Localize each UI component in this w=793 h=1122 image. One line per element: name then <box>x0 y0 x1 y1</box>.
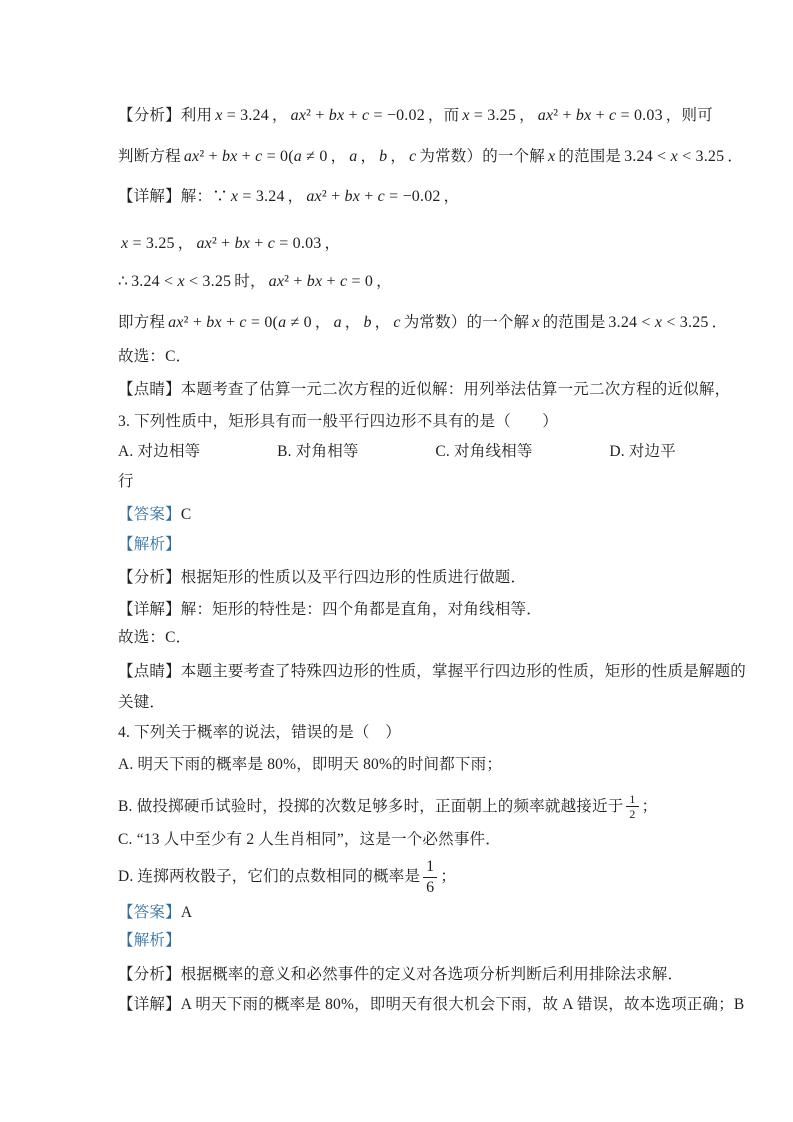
fraction-denominator: 2 <box>629 807 636 822</box>
text-run: 3. 下列性质中，矩形具有而一般平行四边形不具有的是（ ） <box>118 413 559 430</box>
text-run: ， <box>519 107 535 124</box>
text-run: D. 连掷两枚骰子，它们的点数相同的概率是 <box>118 868 421 885</box>
q3-options <box>118 441 676 463</box>
math-variable: ax <box>183 148 200 165</box>
section-label: 【解析】 <box>118 536 181 553</box>
q4-option-d <box>118 855 676 899</box>
q4-analysis <box>118 964 684 986</box>
math-expression <box>231 186 285 208</box>
math-token: = 0 <box>347 273 374 290</box>
q2-analysis <box>118 105 713 127</box>
q2-detail-4 <box>118 312 728 334</box>
text-run: 【点睛】本题主要考查了特殊四边形的性质，掌握平行四边形的性质，矩形的性质是解题的 <box>118 663 747 680</box>
text-run: 【点睛】本题考查了估算一元二次方程的近似解：用列举法估算一元二次方程的近似解， <box>118 381 731 398</box>
math-expression <box>269 271 373 293</box>
text-run: ； <box>440 868 457 885</box>
math-token: = 3.25 <box>469 107 517 124</box>
math-variable: bx <box>344 188 361 205</box>
q3-comment-cont <box>118 692 676 714</box>
option-label: A. 对边相等 <box>118 443 201 460</box>
math-token: = −0.02 <box>369 107 425 124</box>
text-run: 的范围是 <box>558 148 622 165</box>
math-expression <box>196 233 321 255</box>
math-token: + <box>221 314 240 331</box>
text-run: ，则可 <box>665 107 713 124</box>
math-variable: ax <box>268 273 285 290</box>
fraction <box>626 792 638 822</box>
q2-detail-1 <box>118 186 676 208</box>
q3-detail <box>118 599 676 621</box>
math-token: ² + <box>284 273 307 290</box>
text-run: ，而 <box>427 107 460 124</box>
section-label: 【解析】 <box>118 932 181 949</box>
text-run: ， <box>324 235 341 252</box>
text-run: 4. 下列关于概率的说法，错误的是（ ） <box>118 724 402 741</box>
document-content <box>118 0 747 1122</box>
fraction-numerator: 1 <box>423 857 437 878</box>
math-expression <box>608 312 708 334</box>
option-label: D. 对边平 <box>609 443 676 460</box>
math-token: + <box>250 235 268 252</box>
math-variable: x <box>462 107 470 124</box>
math-variable: c <box>339 273 348 290</box>
text-run: ， <box>287 188 304 205</box>
math-token: 3.24 < <box>131 273 178 290</box>
math-token: = 0.03 <box>275 235 322 252</box>
math-expression <box>462 105 516 127</box>
math-variable: ax <box>306 188 322 205</box>
math-variable: ax <box>537 107 554 124</box>
math-token: + <box>322 273 340 290</box>
math-expression <box>409 146 416 168</box>
text-run: B. 做投掷硬币试验时，投掷的次数足够多时，正面朝上的频率就越接近于 <box>118 797 624 815</box>
math-expression <box>532 312 539 334</box>
text-run: ∴ <box>118 273 129 290</box>
q2-analysis-cont <box>118 146 744 168</box>
text-run: 即方程 <box>118 314 166 331</box>
text-run: 时， <box>234 273 266 290</box>
q4-option-b <box>118 792 676 822</box>
math-token: ² + <box>183 314 207 331</box>
math-expression <box>548 146 555 168</box>
option-label: C. 对角线相等 <box>435 443 533 460</box>
math-variable: c <box>361 107 370 124</box>
math-variable: ax <box>290 107 307 124</box>
math-variable: x <box>670 148 678 165</box>
math-token: ² + <box>199 148 222 165</box>
math-variable: x <box>230 188 239 205</box>
math-variable: c <box>609 107 617 124</box>
math-token: = −0.02 <box>384 188 441 205</box>
math-token: ≠ 0 <box>301 148 328 165</box>
math-variable: c <box>267 235 276 252</box>
math-variable: c <box>377 188 385 205</box>
math-variable: c <box>393 314 401 331</box>
q2-answer-choice <box>118 346 676 368</box>
text-run: C <box>180 506 192 523</box>
math-variable: x <box>177 273 185 290</box>
math-token: + <box>344 107 362 124</box>
math-variable: a <box>278 314 287 331</box>
text-run: ， <box>374 314 391 331</box>
text-run: ． <box>711 314 728 331</box>
math-variable: ax <box>196 235 212 252</box>
math-variable: b <box>379 148 388 165</box>
q4-option-c <box>118 829 676 851</box>
q3-analysis <box>118 567 676 589</box>
math-variable: x <box>215 107 223 124</box>
text-run: ， <box>344 314 361 331</box>
option-label: B. 对角相等 <box>277 443 359 460</box>
math-variable: x <box>532 314 540 331</box>
math-token: < 3.25 <box>662 314 709 331</box>
math-token: < 3.25 <box>677 148 725 165</box>
math-token: = 3.24 <box>238 188 285 205</box>
text-run: 【详解】解：矩形的特性是：四个角都是直角，对角线相等． <box>118 601 542 618</box>
math-variable: a <box>349 148 358 165</box>
text-run: 【分析】利用 <box>118 107 213 124</box>
math-token: 3.24 < <box>624 148 671 165</box>
text-run: ， <box>360 148 377 165</box>
q2-detail-3 <box>118 271 676 293</box>
math-variable: bx <box>328 107 345 124</box>
q2-detail-2 <box>118 233 676 255</box>
q4-detail <box>118 994 745 1016</box>
math-variable: x <box>121 235 129 252</box>
math-variable: c <box>239 314 247 331</box>
text-run: 行 <box>118 473 134 490</box>
math-expression <box>184 146 328 168</box>
math-variable: a <box>333 314 342 331</box>
text-run: ， <box>330 148 347 165</box>
section-label: 【答案】 <box>118 506 181 523</box>
math-variable: bx <box>306 273 323 290</box>
math-variable: x <box>654 314 663 331</box>
math-token: ² + <box>306 107 329 124</box>
math-token: = 3.25 <box>128 235 175 252</box>
math-token: = 3.24 <box>222 107 269 124</box>
section-label: 【答案】 <box>118 904 181 921</box>
fraction-numerator: 1 <box>626 792 638 807</box>
math-variable: bx <box>234 235 251 252</box>
math-expression <box>363 312 371 334</box>
math-expression <box>538 105 663 127</box>
text-run: ， <box>314 314 331 331</box>
q3-analysis-header <box>118 534 676 556</box>
math-expression <box>379 146 387 168</box>
math-variable: bx <box>575 107 592 124</box>
math-expression <box>121 233 175 255</box>
fraction <box>423 857 437 898</box>
math-expression <box>215 105 269 127</box>
text-run: 【分析】根据矩形的性质以及平行四边形的性质进行做题． <box>118 569 527 586</box>
math-expression <box>291 105 425 127</box>
text-run: A <box>180 904 193 921</box>
math-token: + <box>360 188 378 205</box>
text-run: 为常数）的一个解 <box>419 148 545 165</box>
math-variable: ax <box>168 314 184 331</box>
text-run: 关键． <box>118 694 166 711</box>
text-run: ， <box>376 273 392 290</box>
math-token: = 0( <box>246 314 279 331</box>
math-token: 3.24 < <box>608 314 655 331</box>
text-run: 故选：C． <box>118 629 192 646</box>
math-variable: c <box>409 148 417 165</box>
math-variable: b <box>363 314 372 331</box>
math-expression <box>349 146 357 168</box>
text-run: ， <box>390 148 407 165</box>
math-token: ² + <box>321 188 345 205</box>
text-run: 【详解】A 明天下雨的概率是 80%，即明天有很大机会下雨，故 A 错误，故本选项正确；B <box>118 996 745 1013</box>
math-expression <box>131 271 231 293</box>
math-variable: bx <box>206 314 222 331</box>
math-token: ≠ 0 <box>286 314 312 331</box>
math-expression <box>624 146 724 168</box>
math-expression <box>393 312 400 334</box>
q2-comment <box>118 379 731 401</box>
text-run: 【详解】解：∵ <box>118 188 228 205</box>
q3-stem <box>118 411 676 433</box>
math-variable: x <box>548 148 556 165</box>
text-run: 判断方程 <box>118 148 181 165</box>
text-run: 的范围是 <box>542 314 606 331</box>
q3-answer <box>118 504 676 526</box>
math-expression <box>168 312 312 334</box>
q4-option-a <box>118 754 676 776</box>
math-expression <box>306 186 440 208</box>
text-run: 【分析】根据概率的意义和必然事件的定义对各选项分析判断后利用排除法求解． <box>118 966 684 983</box>
math-variable: c <box>255 148 263 165</box>
math-token: + <box>591 107 610 124</box>
text-run: ， <box>177 235 194 252</box>
q4-stem <box>118 722 676 744</box>
text-run: ． <box>727 148 744 165</box>
math-expression <box>334 312 342 334</box>
text-run: A. 明天下雨的概率是 80%，即明天 80%的时间都下雨； <box>118 756 503 773</box>
text-run: ， <box>443 188 460 205</box>
text-run: 故选：C． <box>118 348 192 365</box>
text-run: ； <box>641 797 658 815</box>
math-token: ² + <box>553 107 576 124</box>
math-token: = 0( <box>262 148 294 165</box>
q3-answer-choice <box>118 627 676 649</box>
q4-analysis-header <box>118 930 676 952</box>
math-token: < 3.25 <box>184 273 232 290</box>
q4-answer <box>118 902 676 924</box>
math-token: + <box>237 148 256 165</box>
math-token: ² + <box>211 235 235 252</box>
q3-comment <box>118 661 747 683</box>
math-token: = 0.03 <box>616 107 663 124</box>
text-run: ， <box>271 107 288 124</box>
math-variable: a <box>293 148 302 165</box>
math-variable: bx <box>221 148 238 165</box>
text-run: 为常数）的一个解 <box>403 314 530 331</box>
q3-option-d-cont <box>118 471 676 493</box>
fraction-denominator: 6 <box>426 878 435 896</box>
text-run: C. “13 人中至少有 2 人生肖相同”，这是一个必然事件． <box>118 831 501 848</box>
